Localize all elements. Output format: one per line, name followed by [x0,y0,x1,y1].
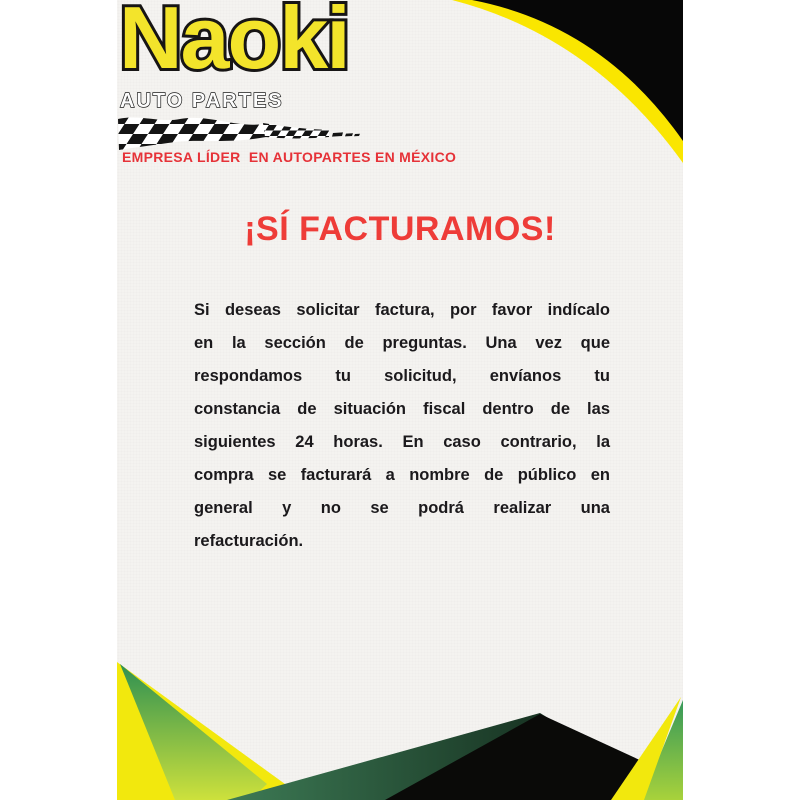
brand-logo-subtitle: AUTO PARTES [120,89,284,113]
body-paragraph [194,294,610,558]
body-line: en la sección de preguntas. Una vez que [194,334,610,352]
brand-tagline: EMPRESA LÍDER EN AUTOPARTES EN MÉXICO [122,149,457,165]
body-line: compra se facturará a nombre de público en [194,466,610,484]
brand-logo-wordmark: Naoki [119,0,349,87]
body-line: respondamos tu solicitud, envíanos tu [194,367,610,385]
body-line: constancia de situación fiscal dentro de las [194,400,610,418]
body-line: refacturación. [194,532,304,550]
body-line: Si deseas solicitar factura, por favor indícalo [194,301,610,319]
checkered-flag-icon [117,114,361,154]
body-line: general y no se podrá realizar una [194,499,610,517]
bottom-corner-decoration [117,600,683,800]
flyer-artboard [117,0,683,800]
brand-logo [117,0,477,175]
body-line: siguientes 24 horas. En caso contrario, la [194,433,610,451]
main-heading: ¡SÍ FACTURAMOS! [244,210,556,248]
